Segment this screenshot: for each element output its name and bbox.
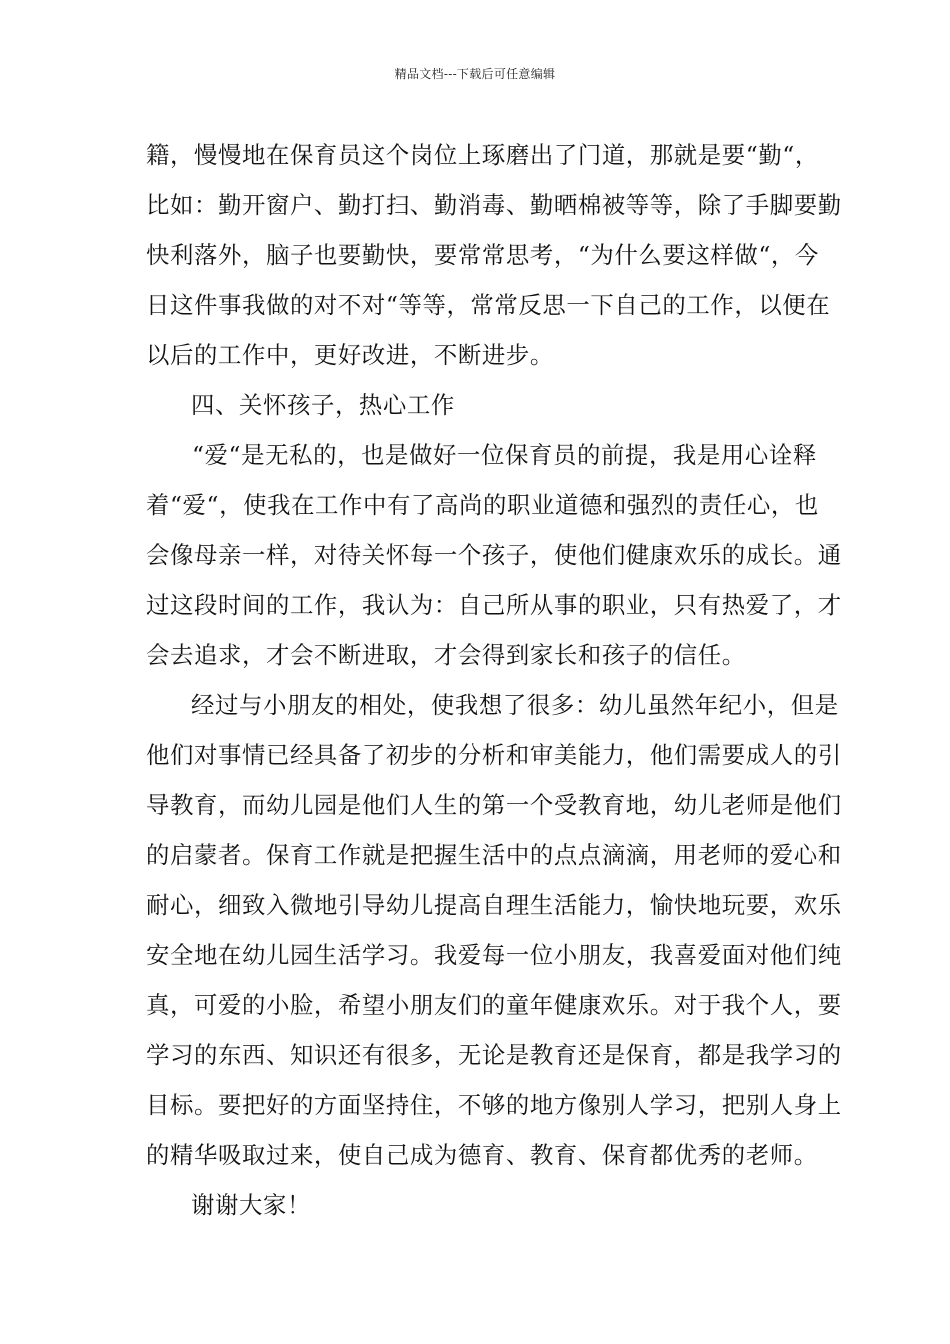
text-line: 目标。要把好的方面坚持住，不够的地方像别人学习，把别人身上 — [146, 1091, 842, 1119]
page-header: 精品文档---下载后可任意编辑 — [394, 67, 556, 81]
text-line: 籍，慢慢地在保育员这个岗位上琢磨出了门道，那就是要“勤“， — [146, 141, 819, 169]
text-line: 以后的工作中，更好改进，不断进步。 — [146, 341, 554, 369]
text-line: 比如：勤开窗户、勤打扫、勤消毒、勤晒棉被等等，除了手脚要勤 — [146, 191, 842, 219]
closing-paragraph — [146, 1180, 806, 1230]
document-body — [146, 130, 842, 1230]
text-line: 耐心，细致入微地引导幼儿提高自理生活能力，愉快地玩要，欢乐 — [146, 891, 842, 919]
closing-text: 谢谢大家！ — [191, 1191, 311, 1219]
text-line: 经过与小朋友的相处，使我想了很多：幼儿虽然年纪小，但是 — [191, 691, 839, 719]
text-line: 的启蒙者。保育工作就是把握生活中的点点滴滴，用老师的爱心和 — [146, 841, 842, 869]
text-line: 会像母亲一样，对待关怀每一个孩子，使他们健康欢乐的成长。通 — [146, 541, 842, 569]
section-heading: 四、关怀孩子，热心工作 — [191, 391, 455, 419]
text-line: 着“爱“，使我在工作中有了高尚的职业道德和强烈的责任心，也 — [146, 491, 819, 519]
text-line: 的精华吸取过来，使自己成为德育、教育、保育都优秀的老师。 — [146, 1141, 818, 1169]
paragraph-3 — [146, 680, 842, 1180]
paragraph-2 — [146, 430, 842, 680]
text-line: 真，可爱的小脸，希望小朋友们的童年健康欢乐。对于我个人，要 — [146, 991, 842, 1019]
text-line: 安全地在幼儿园生活学习。我爱每一位小朋友，我喜爱面对他们纯 — [146, 941, 842, 969]
text-line: 学习的东西、知识还有很多，无论是教育还是保育，都是我学习的 — [146, 1041, 842, 1069]
paragraph-1 — [146, 130, 842, 380]
text-line: 日这件事我做的对不对“等等，常常反思一下自己的工作，以便在 — [146, 291, 831, 319]
text-line: 导教育，而幼儿园是他们人生的第一个受教育地，幼儿老师是他们 — [146, 791, 842, 819]
text-line: 快利落外，脑子也要勤快，要常常思考，“为什么要这样做“，今 — [146, 241, 819, 269]
text-line: 会去追求，才会不断进取，才会得到家长和孩子的信任。 — [146, 641, 746, 669]
text-line: 过这段时间的工作，我认为：自己所从事的职业，只有热爱了，才 — [146, 591, 842, 619]
text-line: 他们对事情已经具备了初步的分析和审美能力，他们需要成人的引 — [146, 741, 842, 769]
section-heading-4 — [146, 380, 806, 430]
text-line: “爱“是无私的，也是做好一位保育员的前提，我是用心诠释 — [192, 441, 817, 469]
